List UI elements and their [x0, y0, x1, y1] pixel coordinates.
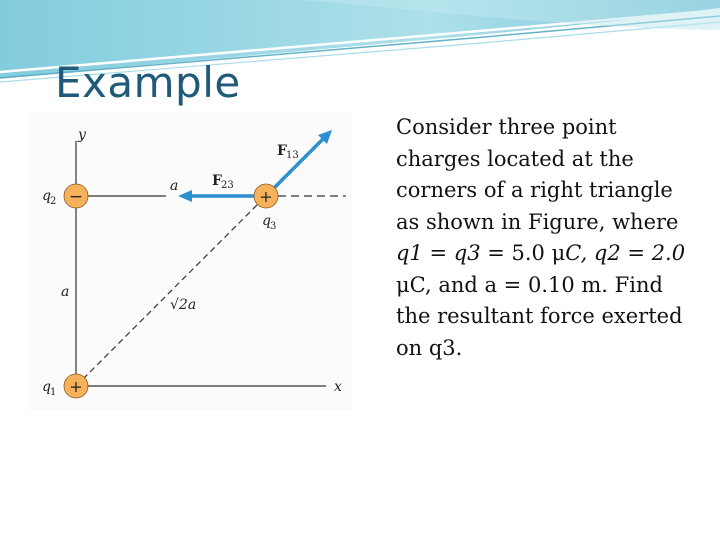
charge-q2-sign: − — [68, 187, 84, 207]
q3-label: q — [262, 213, 271, 229]
f23-label-sub: 23 — [221, 180, 234, 191]
hypotenuse-line — [76, 196, 266, 386]
q3-label-sub: 3 — [270, 221, 277, 232]
side-a-top-label: a — [170, 178, 179, 194]
f13-label-sub: 13 — [286, 150, 299, 161]
charge-triangle-figure — [28, 113, 352, 410]
f23-arrowhead — [178, 190, 192, 202]
q1-label: q — [42, 379, 51, 395]
charge-q1-sign: + — [69, 377, 83, 396]
problem-text-part4: C, q2 = 2.0 — [565, 241, 686, 265]
side-a-left-label: a — [61, 284, 70, 300]
f13-label: F — [277, 143, 287, 159]
problem-text-part5: C, and a = 0.10 m. Find the resultant force exerted on q3. — [396, 272, 683, 360]
charge-q3-sign: + — [259, 187, 273, 206]
problem-text-part3: = 5.0 — [480, 241, 552, 265]
var-q3: q3 — [453, 241, 481, 265]
hypotenuse-label: √2a — [170, 297, 197, 313]
y-axis-label: y — [78, 127, 86, 143]
q2-label-sub: 2 — [50, 196, 57, 207]
x-axis-label: x — [334, 379, 342, 395]
problem-statement — [396, 112, 696, 364]
problem-text-part2: = — [422, 241, 454, 265]
q1-label-sub: 1 — [50, 387, 57, 398]
q2-label: q — [42, 188, 51, 204]
slide-title: Example — [55, 58, 241, 107]
f23-label: F — [212, 173, 222, 189]
problem-text-part1: Consider three point charges located at the corners of a right triangle as shown in Figure, where — [396, 115, 679, 234]
mu-symbol-1: μ — [551, 241, 566, 265]
var-q1: q1 — [396, 241, 423, 265]
mu-symbol-2: μ — [396, 272, 410, 297]
